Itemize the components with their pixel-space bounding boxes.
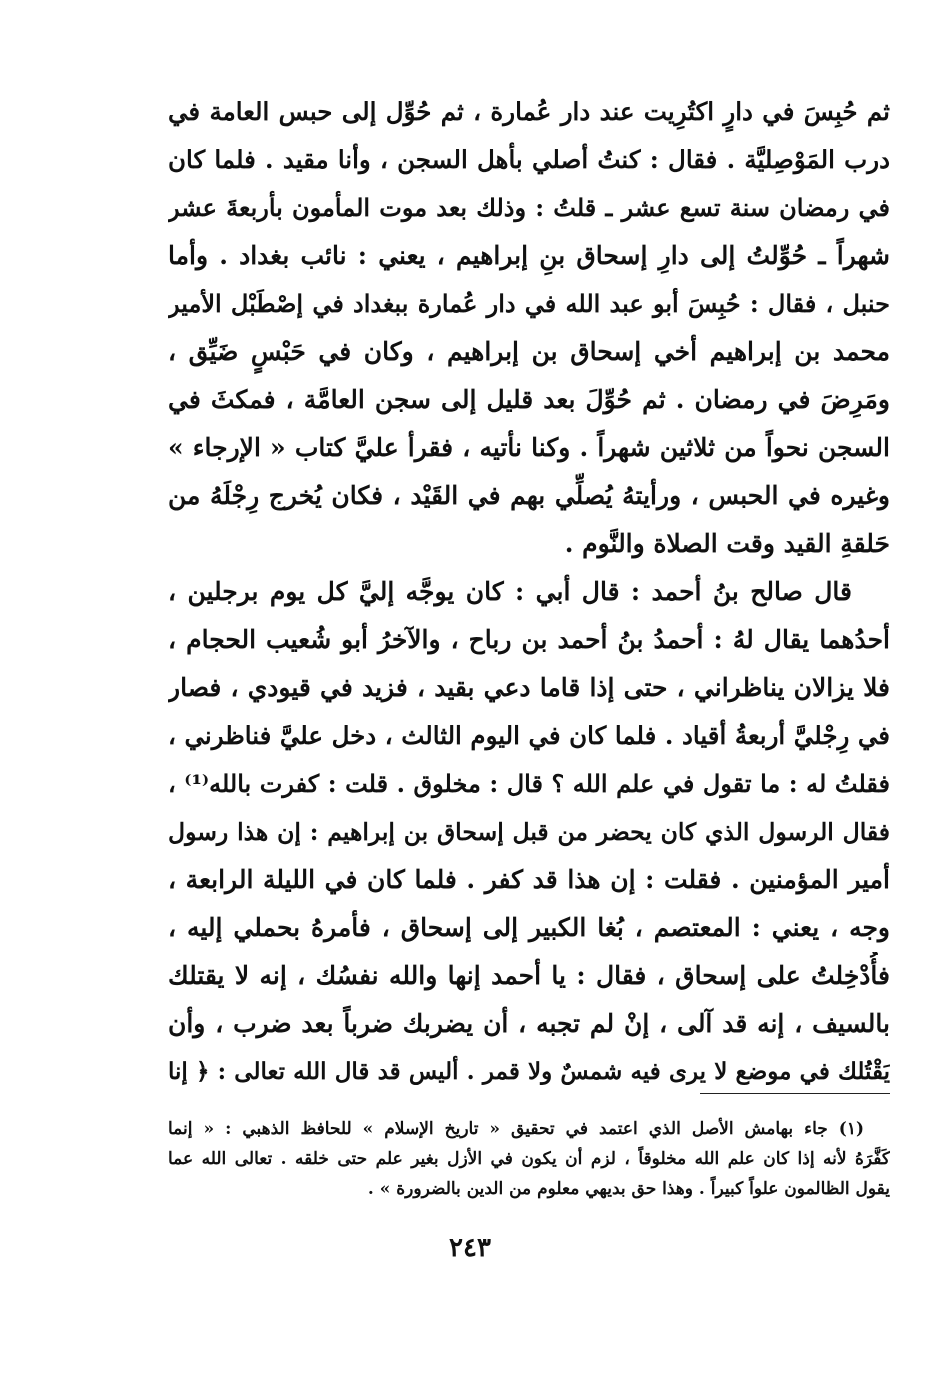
footnote-line: كَفَّرَهُ لأنه إذا كان علم الله مخلوقاً ، لزم أن يكون في الأزل بغير علم حتى خلقه . تعالى الله عما bbox=[168, 1149, 890, 1169]
text-line: فقال الرسول الذي كان يحضر من قبل إسحاق بن إبراهيم : إن هذا رسول bbox=[168, 818, 890, 846]
text-line: ومَرِضَ في رمضان . ثم حُوِّلَ بعد قليل إلى سجن العامَّة ، فمكثَ في bbox=[168, 385, 890, 414]
page-number: ٢٤٣ bbox=[449, 1233, 491, 1263]
text-line: فقلتُ له : ما تقول في علم الله ؟ قال : مخلوق . قلت : كفرت بالله⁽¹⁾ ، bbox=[168, 769, 890, 798]
footnote-line: (١) جاء بهامش الأصل الذي اعتمد في تحقيق « تاريخ الإسلام » للحافظ الذهبي : « إنما bbox=[168, 1119, 864, 1139]
paragraph-1 bbox=[168, 88, 890, 568]
text-line: وجه ، يعني : المعتصم ، بُغا الكبير إلى إسحاق ، فأمرهُ بحملي إليه ، bbox=[168, 913, 890, 942]
text-line: شهراً ـ حُوِّلتُ إلى دارِ إسحاق بنِ إبراهيم ، يعني : نائب بغداد . وأما bbox=[168, 241, 890, 270]
paragraph-2 bbox=[168, 568, 890, 1096]
text-line: أحدُهما يقال لهُ : أحمدُ بنُ أحمد بن رباح ، والآخرُ أبو شُعيب الحجام ، bbox=[168, 625, 890, 654]
footnote-divider bbox=[700, 1093, 890, 1094]
text-line: حنبل ، فقال : حُبِسَ أبو عبد الله في دار عُمارة ببغداد في إصْطَبْل الأمير bbox=[168, 289, 890, 318]
text-line: ثم حُبِسَ في دارٍ اكتُرِيت عند دار عُمارة ، ثم حُوِّل إلى حبس العامة في bbox=[168, 97, 890, 126]
text-line: درب المَوْصِليَّة . فقال : كنتُ أصلي بأهل السجن ، وأنا مقيد . فلما كان bbox=[168, 145, 890, 174]
footnote-line: يقول الظالمون علواً كبيراً . وهذا حق بديهي معلوم من الدين بالضرورة » . bbox=[367, 1179, 890, 1199]
text-line: وغيره في الحبس ، ورأيتهُ يُصلِّي بهم في القَيْد ، فكان يُخرج رِجْلَهُ من bbox=[168, 481, 890, 510]
text-line: فأُدْخِلتُ على إسحاق ، فقال : يا أحمد إنها والله نفسُك ، إنه لا يقتلك bbox=[168, 961, 890, 990]
text-line: أمير المؤمنين . فقلت : إن هذا قد كفر . فلما كان في الليلة الرابعة ، bbox=[168, 865, 890, 894]
text-line: محمد بن إبراهيم أخي إسحاق بن إبراهيم ، وكان في حَبْسٍ ضَيِّق ، bbox=[168, 337, 890, 366]
text-line: حَلقةِ القيد وقت الصلاة والنَّوم . bbox=[564, 529, 890, 558]
text-line: قال صالح بنُ أحمد : قال أبي : كان يوجَّه إليَّ كل يوم برجلين ، bbox=[168, 577, 852, 606]
text-line: في رمضان سنة تسع عشر ـ قلتُ : وذلك بعد موت المأمون بأربعةَ عشر bbox=[168, 193, 890, 222]
footnote bbox=[168, 1114, 890, 1204]
text-line: يَقْتُلك في موضع لا يرى فيه شمسٌ ولا قمر . أليس قد قال الله تعالى : ﴿ إنا bbox=[168, 1058, 890, 1085]
text-line: في رِجْليَّ أربعةُ أقياد . فلما كان في اليوم الثالث ، دخل عليَّ فناظرني ، bbox=[168, 721, 890, 750]
text-line: بالسيف ، إنه قد آلى ، إنْ لم تجبه ، أن يضربك ضرباً بعد ضرب ، وأن bbox=[168, 1009, 890, 1038]
text-line: فلا يزالان يناظراني ، حتى إذا قاما دعي بقيد ، فزيد في قيودي ، فصار bbox=[168, 673, 890, 702]
text-line: السجن نحواً من ثلاثين شهراً . وكنا نأتيه ، فقرأ عليَّ كتاب « الإرجاء » bbox=[168, 433, 890, 462]
